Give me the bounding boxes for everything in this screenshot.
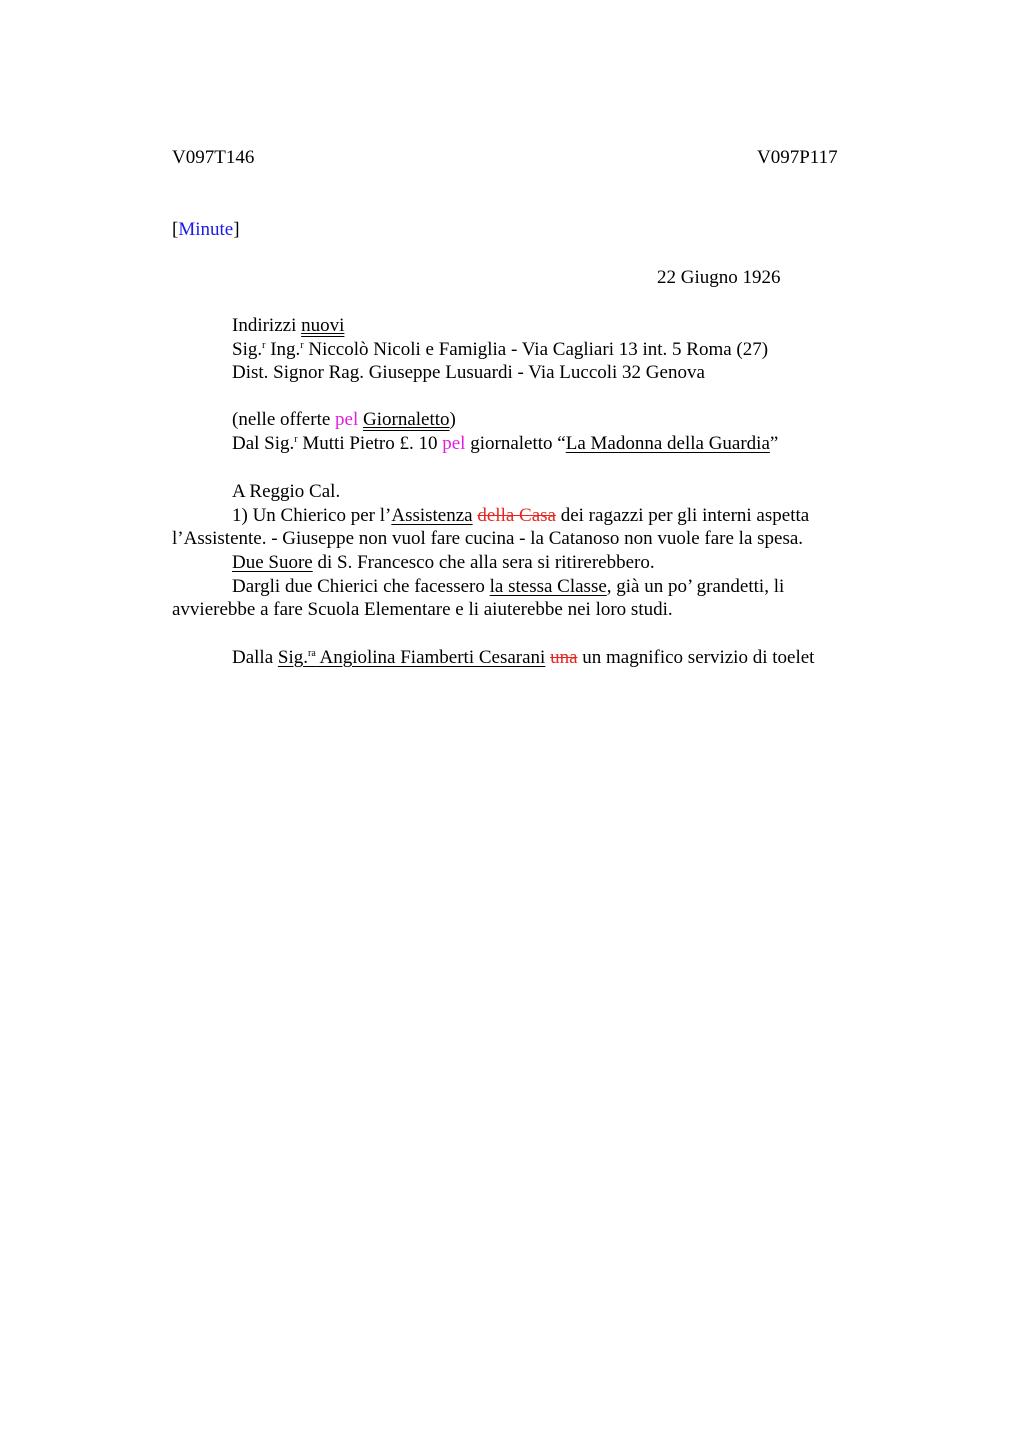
- deleted-text: della Casa: [477, 505, 556, 526]
- reggio-line-1: 1) Un Chierico per l’Assistenza della Casa dei ragazzi per gli interni aspetta: [232, 505, 810, 526]
- address-line-1: Sig.$^r$ Ing.$^r$ Niccolò Nicoli e Famiglia - Via Cagliari 13 int. 5 Roma (27): [232, 339, 769, 360]
- address-line-2: Dist. Signor Rag. Giuseppe Lusuardi - Via Luccoli 32 Genova: [232, 362, 705, 383]
- minute-tag: [Minute]: [172, 219, 240, 240]
- minute-word: Minute: [178, 219, 234, 240]
- addresses-heading: Indirizzi nuovi: [232, 315, 345, 336]
- reggio-line-4: Dargli due Chierici che facessero la stessa Classe, già un po’ grandetti, li: [232, 576, 785, 597]
- document-date: 22 Giugno 1926: [657, 267, 781, 288]
- document-code-right: V097P117: [757, 147, 838, 168]
- offer-line: Dal Sig.$^r$ Mutti Pietro £. 10 pel giornaletto “La Madonna della Guardia”: [232, 433, 779, 454]
- deleted-text: una: [550, 647, 578, 668]
- reggio-heading: A Reggio Cal.: [232, 481, 341, 502]
- document-code-left: V097T146: [172, 147, 255, 168]
- reggio-line-3: Due Suore di S. Francesco che alla sera si ritirerebbero.: [232, 552, 655, 573]
- reggio-line-2: l’Assistente. - Giuseppe non vuol fare cucina - la Catanoso non vuole fare la spesa.: [172, 528, 804, 549]
- offers-heading: (nelle offerte pel Giornaletto): [232, 409, 456, 430]
- reggio-line-5: avvierebbe a fare Scuola Elementare e li aiuterebbe nei loro studi.: [172, 599, 673, 620]
- final-line: Dalla Sig.$^{ra}$ Angiolina Fiamberti Cesarani una un magnifico servizio di toelet: [232, 647, 815, 668]
